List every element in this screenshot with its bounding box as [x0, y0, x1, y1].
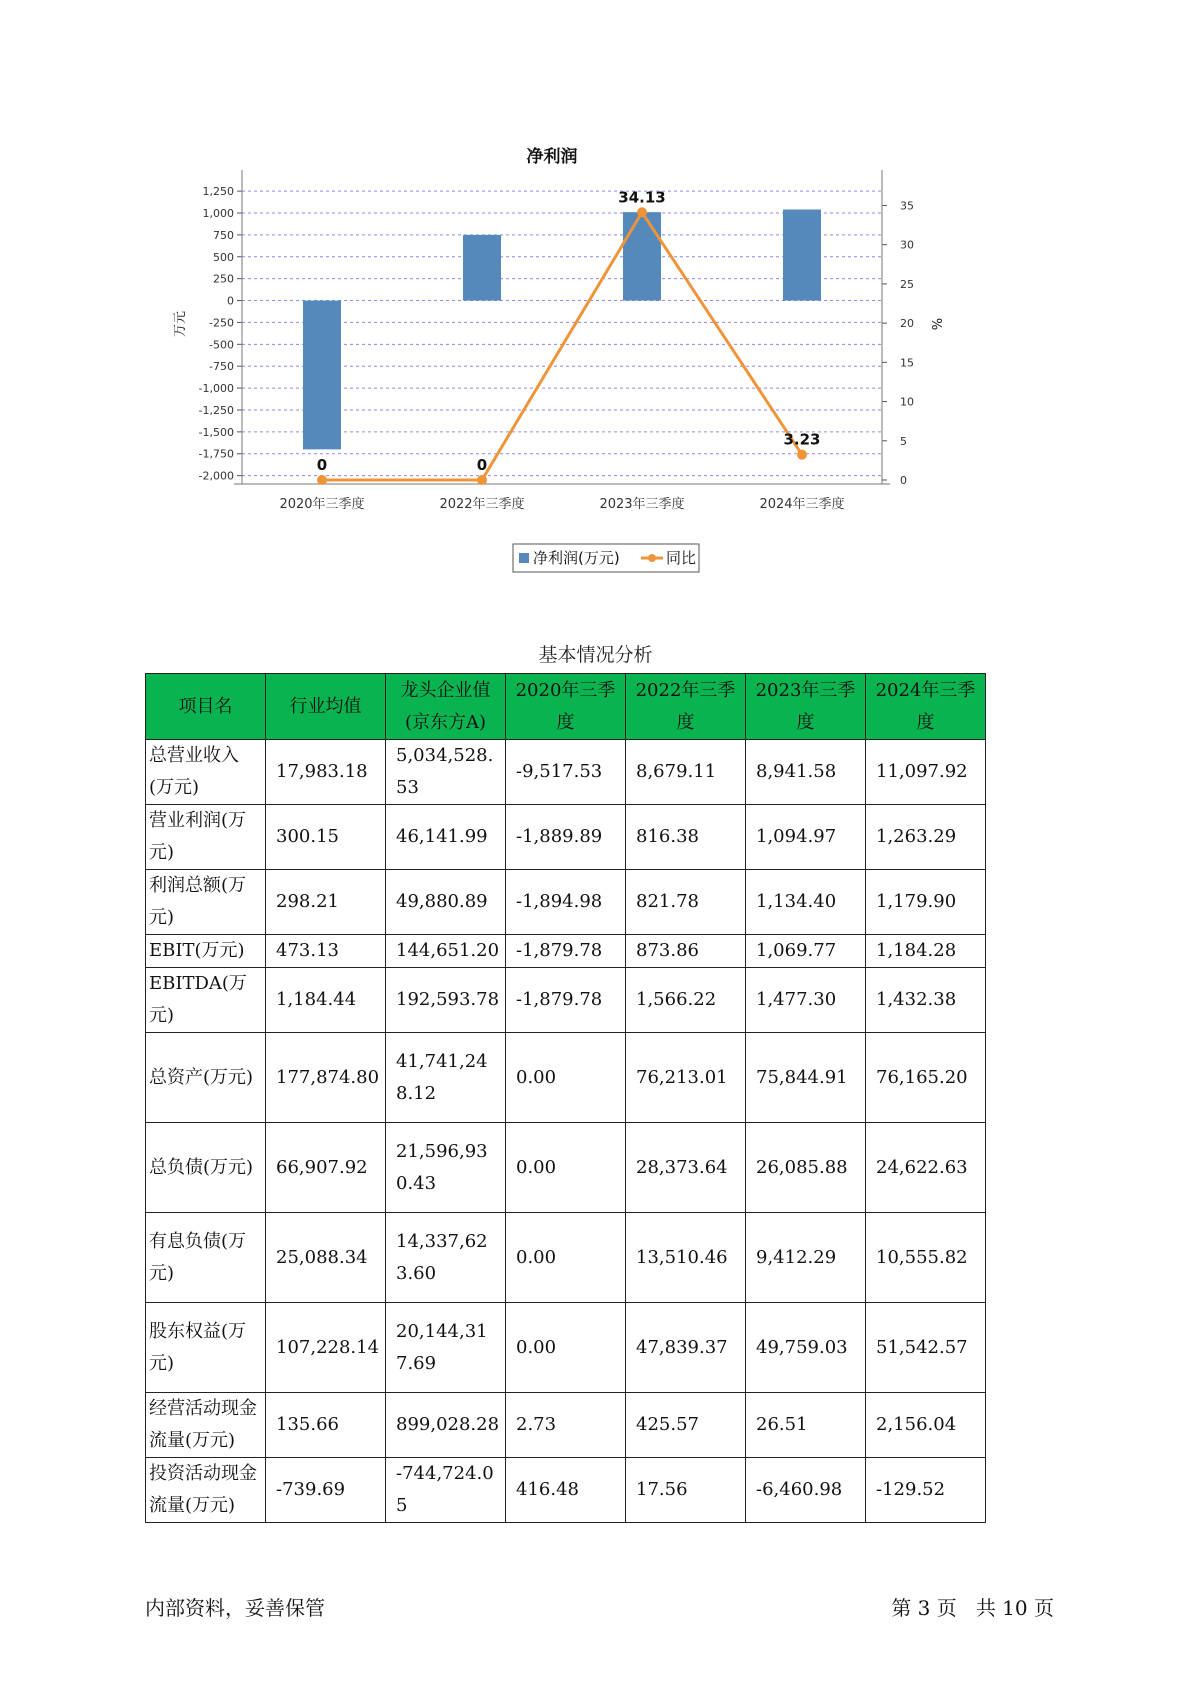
- header-cell: 行业均值: [266, 674, 386, 740]
- value-cell: -129.52: [866, 1458, 986, 1523]
- y-right-tick-label: 10: [900, 395, 914, 409]
- line-point-yoy: [317, 475, 327, 485]
- value-cell: 25,088.34: [266, 1213, 386, 1303]
- x-tick-label: 2020年三季度: [279, 497, 365, 512]
- footer-page-number: 第 3 页 共 10 页: [891, 1596, 1054, 1620]
- table-caption: 基本情况分析: [538, 644, 653, 666]
- row-label-cell: 利润总额(万元): [146, 870, 266, 935]
- value-cell: 816.38: [626, 805, 746, 870]
- row-label-cell: 股东权益(万元): [146, 1303, 266, 1393]
- y-left-tick-label: -1,750: [198, 447, 234, 461]
- y-left-tick-label: 750: [213, 228, 234, 242]
- y-right-axis-label: %: [928, 317, 943, 331]
- data-label-yoy: 0: [476, 456, 488, 474]
- y-left-tick-label: -1,500: [198, 425, 234, 439]
- value-cell: 135.66: [266, 1393, 386, 1458]
- y-right-tick-label: 35: [900, 199, 914, 213]
- y-left-tick-label: 0: [227, 294, 234, 308]
- value-cell: 28,373.64: [626, 1123, 746, 1213]
- row-label-cell: 总资产(万元): [146, 1033, 266, 1123]
- table-row: [146, 1303, 986, 1393]
- legend-label-net-profit: 净利润(万元): [533, 549, 620, 567]
- basic-analysis-table: [145, 673, 986, 1523]
- table-row: [146, 870, 986, 935]
- value-cell: 14,337,623.60: [386, 1213, 506, 1303]
- y-right-tick-label: 25: [900, 277, 914, 291]
- value-cell: 76,165.20: [866, 1033, 986, 1123]
- x-tick-label: 2022年三季度: [439, 497, 525, 512]
- row-label-cell: EBITDA(万元): [146, 968, 266, 1033]
- value-cell: -1,879.78: [506, 935, 626, 968]
- row-label-cell: 有息负债(万元): [146, 1213, 266, 1303]
- value-cell: 1,184.44: [266, 968, 386, 1033]
- table-row: [146, 740, 986, 805]
- value-cell: -1,889.89: [506, 805, 626, 870]
- y-left-tick-label: 1,250: [202, 185, 234, 199]
- y-left-tick-label: 500: [213, 250, 234, 264]
- header-cell: 龙头企业值(京东方A): [386, 674, 506, 740]
- footer-confidential-note: 内部资料，妥善保管: [145, 1596, 325, 1620]
- x-tick-label: 2024年三季度: [759, 497, 845, 512]
- y-left-tick-label: -1,000: [198, 382, 234, 396]
- table-row: [146, 1213, 986, 1303]
- value-cell: 0.00: [506, 1123, 626, 1213]
- data-label-yoy: 0: [316, 456, 328, 474]
- value-cell: 0.00: [506, 1213, 626, 1303]
- net-profit-chart: [170, 140, 990, 600]
- y-left-tick-label: -2,000: [198, 469, 234, 483]
- y-left-tick-label: -750: [209, 360, 234, 374]
- value-cell: -739.69: [266, 1458, 386, 1523]
- value-cell: 1,432.38: [866, 968, 986, 1033]
- value-cell: 1,069.77: [746, 935, 866, 968]
- value-cell: 17.56: [626, 1458, 746, 1523]
- value-cell: 298.21: [266, 870, 386, 935]
- value-cell: 13,510.46: [626, 1213, 746, 1303]
- value-cell: 51,542.57: [866, 1303, 986, 1393]
- value-cell: -9,517.53: [506, 740, 626, 805]
- bar-net-profit: [463, 235, 501, 301]
- row-label-cell: 营业利润(万元): [146, 805, 266, 870]
- value-cell: 425.57: [626, 1393, 746, 1458]
- chart-title: 净利润: [526, 147, 578, 167]
- y-left-tick-label: -250: [209, 316, 234, 330]
- value-cell: 20,144,317.69: [386, 1303, 506, 1393]
- line-point-yoy: [637, 207, 647, 217]
- row-label-cell: 总营业收入(万元): [146, 740, 266, 805]
- value-cell: 1,179.90: [866, 870, 986, 935]
- table-row: [146, 1123, 986, 1213]
- row-label-cell: 经营活动现金流量(万元): [146, 1393, 266, 1458]
- y-right-tick-label: 15: [900, 356, 914, 370]
- value-cell: 10,555.82: [866, 1213, 986, 1303]
- chart-canvas: [170, 140, 990, 600]
- y-left-axis-label: 万元: [173, 310, 188, 338]
- y-left-tick-label: -500: [209, 338, 234, 352]
- value-cell: 1,566.22: [626, 968, 746, 1033]
- legend-swatch-net-profit: [519, 553, 529, 563]
- bar-net-profit: [303, 301, 341, 450]
- value-cell: 17,983.18: [266, 740, 386, 805]
- value-cell: 66,907.92: [266, 1123, 386, 1213]
- value-cell: 2.73: [506, 1393, 626, 1458]
- y-right-tick-label: 0: [900, 474, 907, 487]
- table-header-row: [146, 674, 986, 740]
- row-label-cell: 总负债(万元): [146, 1123, 266, 1213]
- value-cell: 899,028.28: [386, 1393, 506, 1458]
- value-cell: 873.86: [626, 935, 746, 968]
- value-cell: 26.51: [746, 1393, 866, 1458]
- row-label-cell: EBIT(万元): [146, 935, 266, 968]
- y-left-tick-label: 250: [213, 272, 234, 286]
- line-point-yoy: [797, 450, 807, 460]
- table-body: [146, 740, 986, 1523]
- value-cell: 107,228.14: [266, 1303, 386, 1393]
- header-cell: 2024年三季度: [866, 674, 986, 740]
- value-cell: 473.13: [266, 935, 386, 968]
- legend-label-yoy: 同比: [666, 549, 697, 567]
- value-cell: 177,874.80: [266, 1033, 386, 1123]
- table-row: [146, 1458, 986, 1523]
- data-label-yoy: 34.13: [618, 188, 666, 207]
- value-cell: 300.15: [266, 805, 386, 870]
- value-cell: 1,477.30: [746, 968, 866, 1033]
- value-cell: 76,213.01: [626, 1033, 746, 1123]
- value-cell: 41,741,248.12: [386, 1033, 506, 1123]
- value-cell: 49,759.03: [746, 1303, 866, 1393]
- value-cell: 8,941.58: [746, 740, 866, 805]
- value-cell: 47,839.37: [626, 1303, 746, 1393]
- y-left-tick-label: -1,250: [198, 403, 234, 417]
- value-cell: 1,184.28: [866, 935, 986, 968]
- header-cell: 2020年三季度: [506, 674, 626, 740]
- value-cell: -1,879.78: [506, 968, 626, 1033]
- value-cell: 11,097.92: [866, 740, 986, 805]
- value-cell: 1,134.40: [746, 870, 866, 935]
- value-cell: 0.00: [506, 1033, 626, 1123]
- table-row: [146, 1033, 986, 1123]
- value-cell: 5,034,528.53: [386, 740, 506, 805]
- legend-swatch-point-yoy: [648, 554, 656, 562]
- line-yoy: [322, 212, 802, 480]
- table-row: [146, 968, 986, 1033]
- line-point-yoy: [477, 475, 487, 485]
- value-cell: 24,622.63: [866, 1123, 986, 1213]
- table-row: [146, 805, 986, 870]
- value-cell: 144,651.20: [386, 935, 506, 968]
- table-row: [146, 935, 986, 968]
- y-right-tick-label: 20: [900, 317, 914, 331]
- value-cell: 49,880.89: [386, 870, 506, 935]
- header-cell: 项目名: [146, 674, 266, 740]
- value-cell: 26,085.88: [746, 1123, 866, 1213]
- value-cell: 1,263.29: [866, 805, 986, 870]
- value-cell: -1,894.98: [506, 870, 626, 935]
- value-cell: 9,412.29: [746, 1213, 866, 1303]
- value-cell: 21,596,930.43: [386, 1123, 506, 1213]
- value-cell: 821.78: [626, 870, 746, 935]
- header-cell: 2023年三季度: [746, 674, 866, 740]
- y-right-tick-label: 30: [900, 238, 914, 252]
- value-cell: 46,141.99: [386, 805, 506, 870]
- row-label-cell: 投资活动现金流量(万元): [146, 1458, 266, 1523]
- x-tick-label: 2023年三季度: [599, 497, 685, 512]
- bar-net-profit: [783, 210, 821, 301]
- data-label-yoy: 3.23: [783, 430, 821, 449]
- header-cell: 2022年三季度: [626, 674, 746, 740]
- value-cell: 1,094.97: [746, 805, 866, 870]
- value-cell: -6,460.98: [746, 1458, 866, 1523]
- y-right-tick-label: 5: [900, 434, 907, 448]
- bar-net-profit: [623, 212, 661, 300]
- value-cell: 8,679.11: [626, 740, 746, 805]
- value-cell: -744,724.05: [386, 1458, 506, 1523]
- value-cell: 0.00: [506, 1303, 626, 1393]
- value-cell: 416.48: [506, 1458, 626, 1523]
- value-cell: 192,593.78: [386, 968, 506, 1033]
- y-left-tick-label: 1,000: [202, 207, 234, 221]
- value-cell: 2,156.04: [866, 1393, 986, 1458]
- table-row: [146, 1393, 986, 1458]
- value-cell: 75,844.91: [746, 1033, 866, 1123]
